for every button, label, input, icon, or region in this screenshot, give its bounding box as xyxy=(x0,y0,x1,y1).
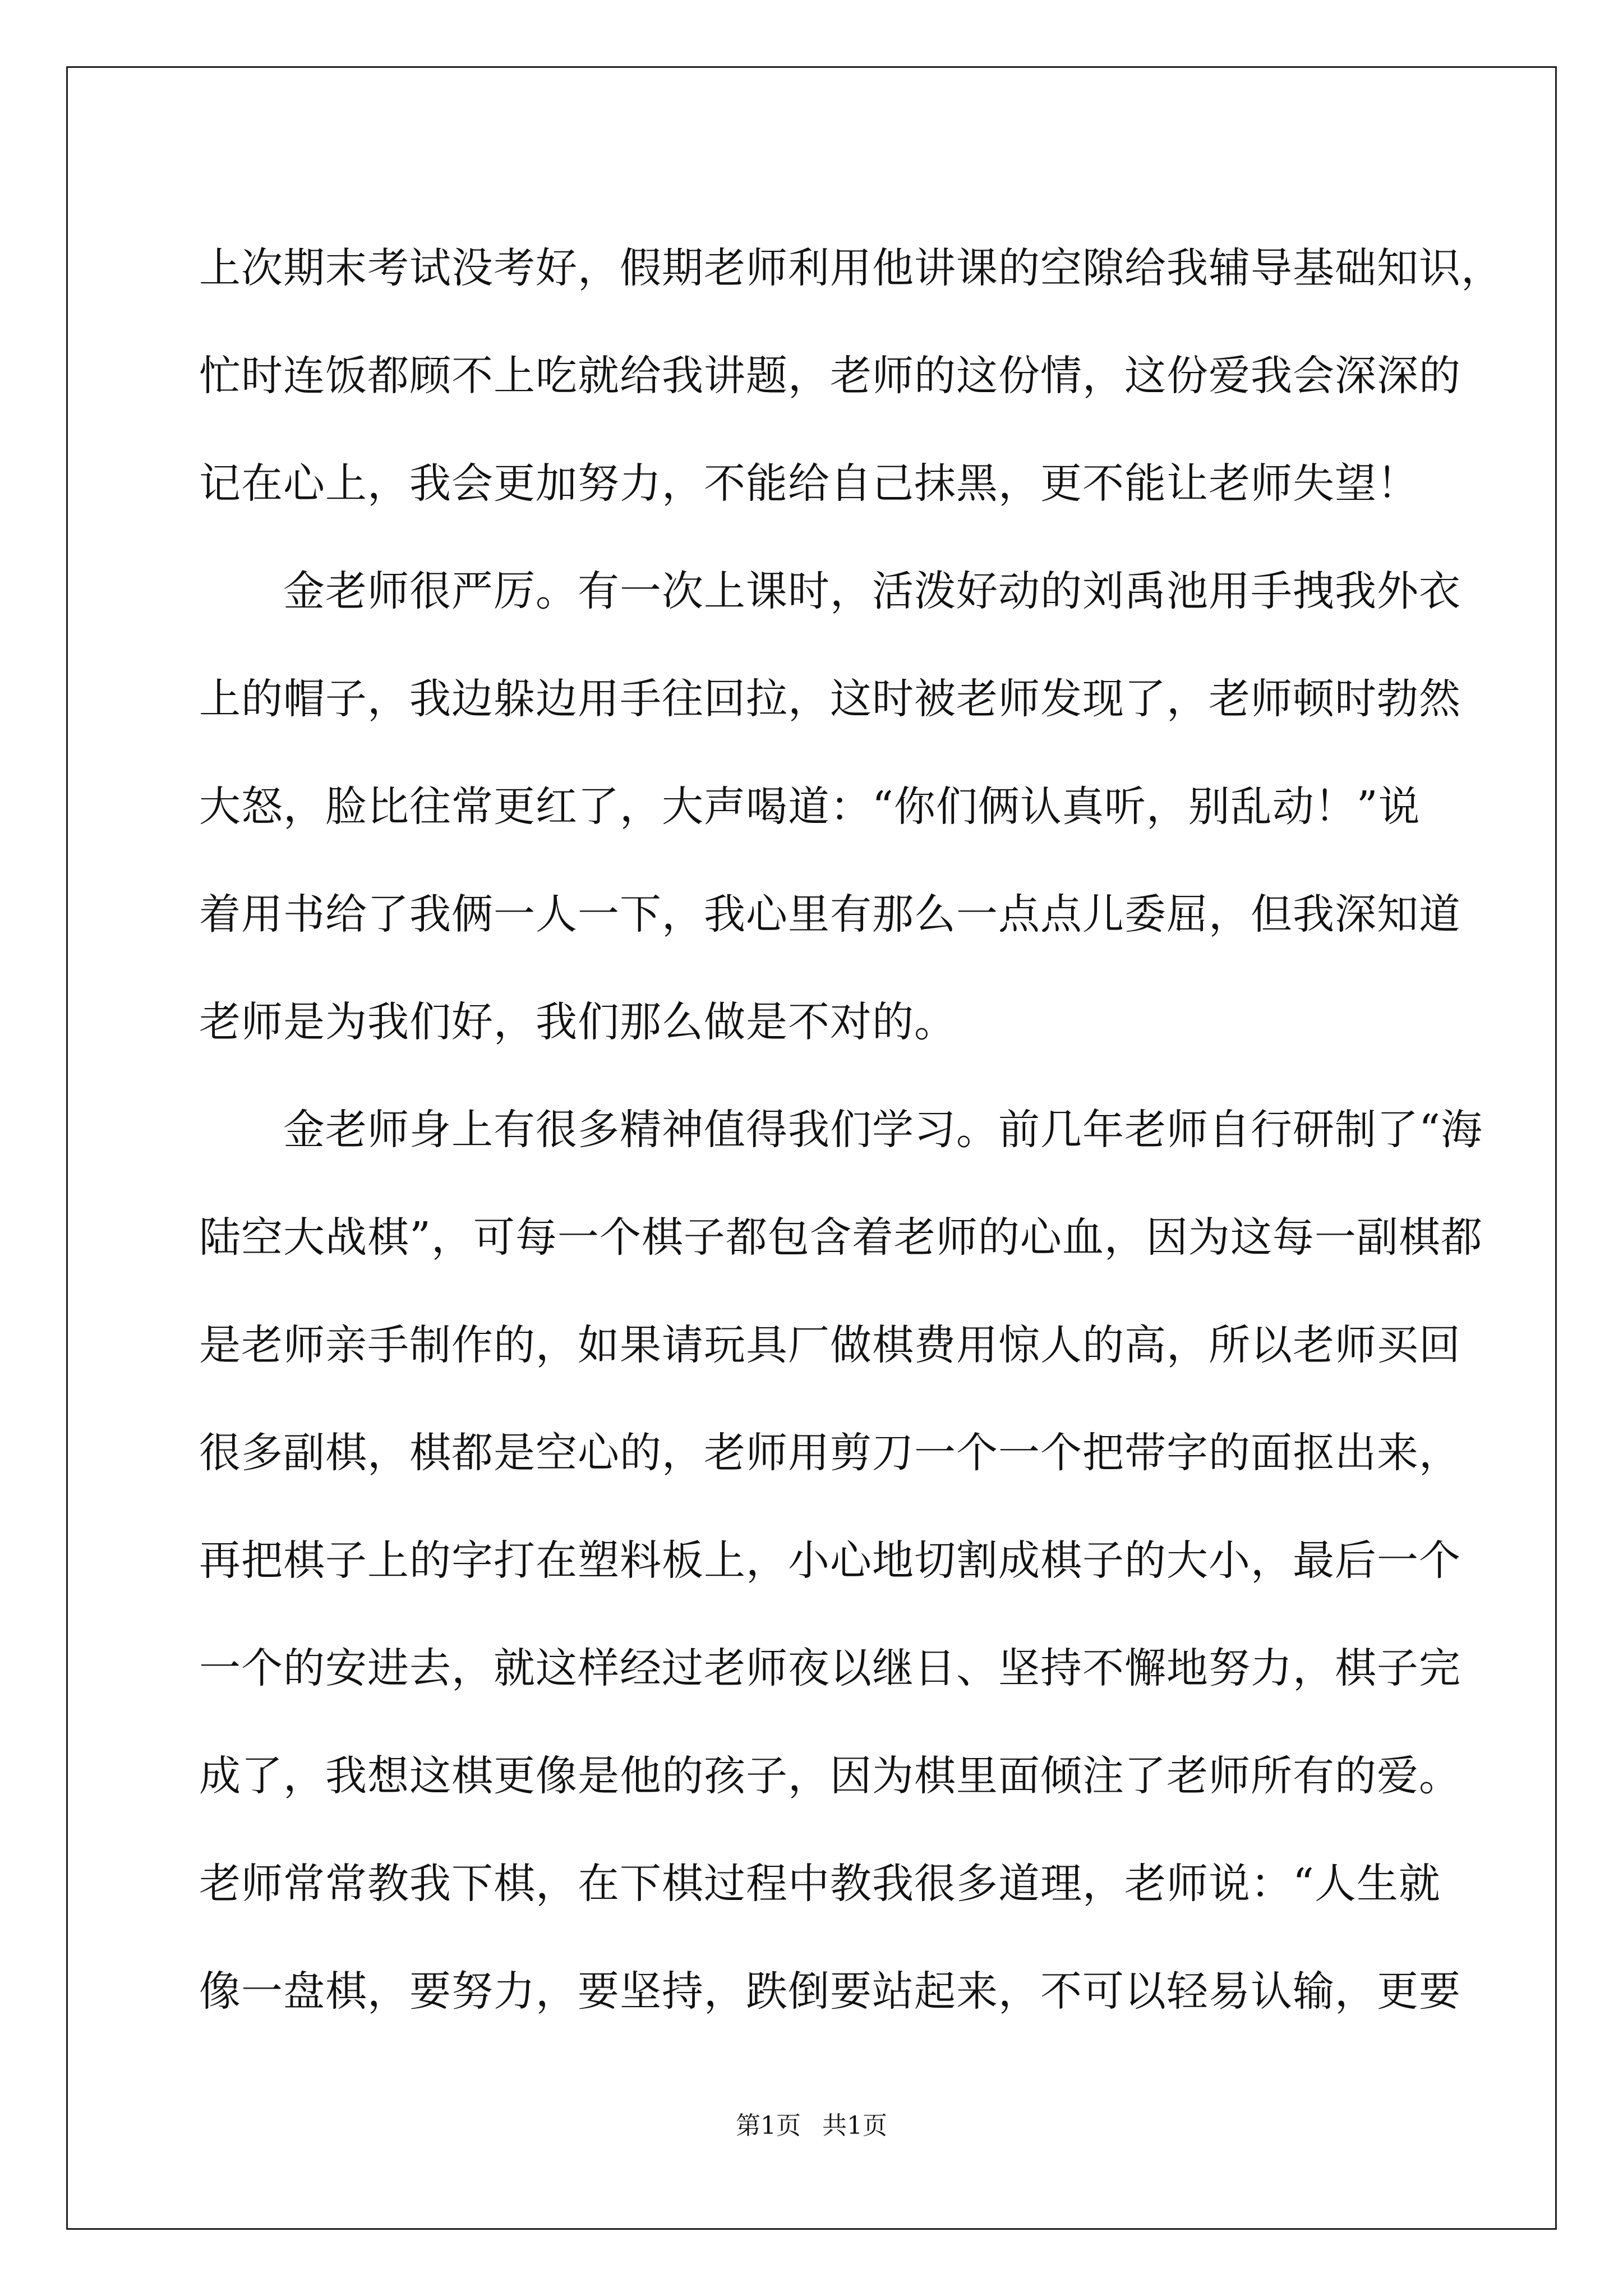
page-number-current: 第1页 xyxy=(736,2111,801,2140)
text-line-1: 上次期末考试没考好，假期老师利用他讲课的空隙给我辅导基础知识， xyxy=(199,244,1503,292)
page-number-total: 共1页 xyxy=(822,2111,887,2140)
text-line-3: 记在心上，我会更加努力，不能给自己抹黑，更不能让老师失望！ xyxy=(199,459,1419,508)
text-line-16: 老师常常教我下棋，在下棋过程中教我很多道理，老师说：“人生就 xyxy=(199,1860,1441,1908)
text-line-4: 金老师很严厉。有一次上课时，活泼好动的刘禹池用手拽我外衣 xyxy=(283,567,1461,615)
text-line-14: 一个的安进去，就这样经过老师夜以继日、坚持不懈地努力，棋子完 xyxy=(199,1644,1461,1692)
text-line-11: 是老师亲手制作的，如果请玩具厂做棋费用惊人的高，所以老师买回 xyxy=(199,1321,1461,1369)
text-line-12: 很多副棋，棋都是空心的，老师用剪刀一个一个把带字的面抠出来， xyxy=(199,1429,1461,1477)
text-line-13: 再把棋子上的字打在塑料板上，小心地切割成棋子的大小，最后一个 xyxy=(199,1536,1461,1585)
text-line-15: 成了，我想这棋更像是他的孩子，因为棋里面倾注了老师所有的爱。 xyxy=(199,1752,1461,1800)
page-footer xyxy=(0,2109,1623,2143)
text-line-5: 上的帽子，我边躲边用手往回拉，这时被老师发现了，老师顿时勃然 xyxy=(199,675,1461,723)
document-body xyxy=(199,214,1503,2045)
text-line-8: 老师是为我们好，我们那么做是不对的。 xyxy=(199,998,956,1046)
text-line-2: 忙时连饭都顾不上吃就给我讲题，老师的这份情，这份爱我会深深的 xyxy=(199,352,1461,400)
text-line-9: 金老师身上有很多精神值得我们学习。前几年老师自行研制了“海 xyxy=(283,1106,1483,1154)
text-line-6: 大怒，脸比往常更红了，大声喝道：“你们俩认真听，别乱动！”说 xyxy=(199,783,1421,831)
text-line-17: 像一盘棋，要努力，要坚持，跌倒要站起来，不可以轻易认输，更要 xyxy=(199,1967,1461,2016)
text-line-7: 着用书给了我俩一人一下，我心里有那么一点点儿委屈，但我深知道 xyxy=(199,890,1461,938)
text-line-10: 陆空大战棋”，可每一个棋子都包含着老师的心血，因为这每一副棋都 xyxy=(199,1213,1483,1262)
